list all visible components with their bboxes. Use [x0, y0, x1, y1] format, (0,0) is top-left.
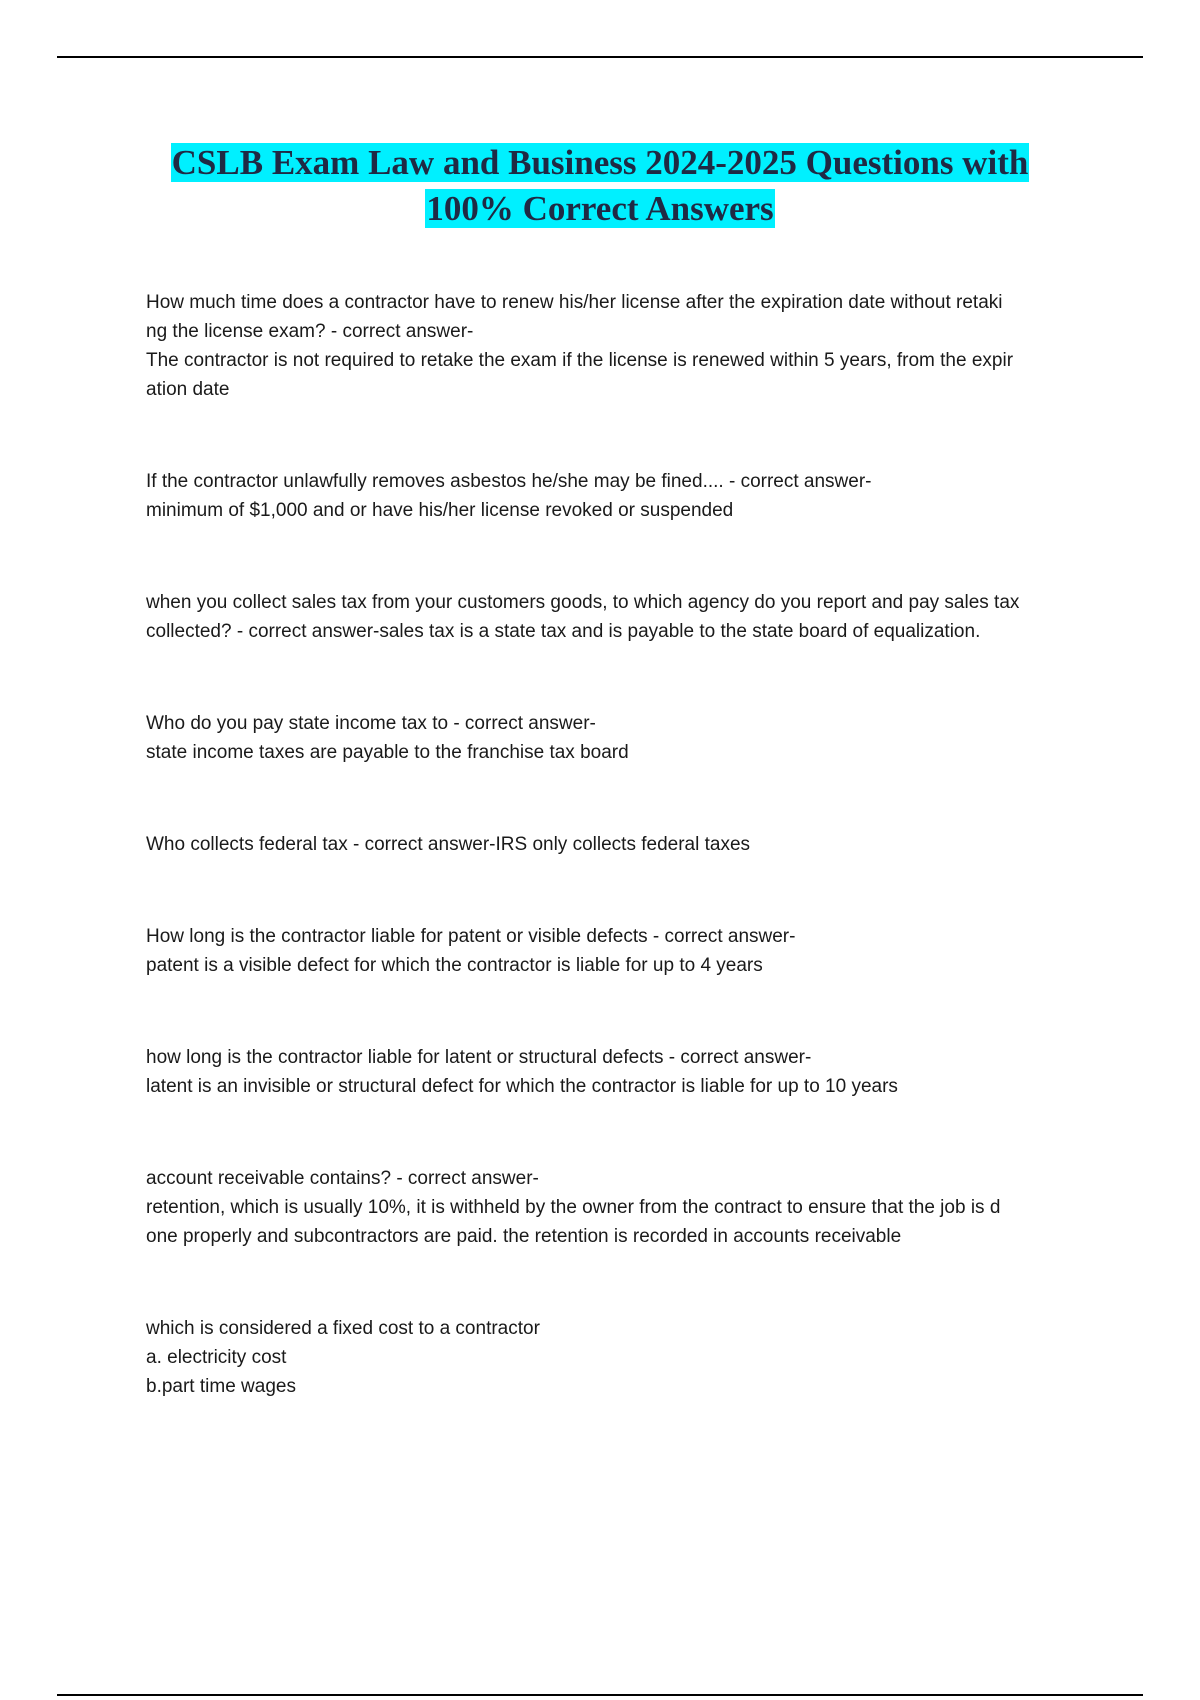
- top-rule: [57, 56, 1143, 58]
- qa-line: How long is the contractor liable for patent or visible defects - correct answer-: [146, 926, 796, 947]
- qa-item-6: [146, 922, 1092, 980]
- qa-item-4: [146, 709, 1092, 767]
- qa-line: one properly and subcontractors are paid. the retention is recorded in accounts receivable: [146, 1226, 902, 1247]
- qa-line: latent is an invisible or structural defect for which the contractor is liable for up to 10 years: [146, 1076, 898, 1097]
- qa-item-5: [146, 830, 1092, 859]
- qa-line: ation date: [146, 379, 230, 400]
- qa-line: Who collects federal tax - correct answer-IRS only collects federal taxes: [146, 834, 751, 855]
- title-line-2: 100% Correct Answers: [426, 189, 774, 228]
- qa-item-2: [146, 467, 1092, 525]
- qa-line: ng the license exam? - correct answer-: [146, 321, 474, 342]
- qa-line: how long is the contractor liable for latent or structural defects - correct answer-: [146, 1047, 812, 1068]
- qa-list: [146, 288, 1092, 1401]
- qa-item-1: [146, 288, 1092, 404]
- qa-line: If the contractor unlawfully removes asbestos he/she may be fined.... - correct answer-: [146, 471, 872, 492]
- document-title: [0, 140, 1200, 232]
- qa-line: patent is a visible defect for which the contractor is liable for up to 4 years: [146, 955, 763, 976]
- title-line-1: CSLB Exam Law and Business 2024-2025 Questions with: [171, 143, 1029, 182]
- qa-line: How much time does a contractor have to renew his/her license after the expiration date without retaki: [146, 292, 1003, 313]
- qa-item-9: [146, 1314, 1092, 1401]
- qa-line: Who do you pay state income tax to - correct answer-: [146, 713, 596, 734]
- qa-line: retention, which is usually 10%, it is withheld by the owner from the contract to ensure that the job is d: [146, 1197, 1001, 1218]
- qa-item-7: [146, 1043, 1092, 1101]
- qa-item-3: [146, 588, 1092, 646]
- qa-line: when you collect sales tax from your customers goods, to which agency do you report and pay sales tax: [146, 592, 1020, 613]
- option-a: a. electricity cost: [146, 1347, 287, 1368]
- qa-line: The contractor is not required to retake the exam if the license is renewed within 5 years, from the expir: [146, 350, 1014, 371]
- qa-line: account receivable contains? - correct answer-: [146, 1168, 539, 1189]
- option-b: b.part time wages: [146, 1376, 296, 1397]
- qa-line: collected? - correct answer-sales tax is a state tax and is payable to the state board of equalization.: [146, 621, 981, 642]
- qa-item-8: [146, 1164, 1092, 1251]
- qa-line: state income taxes are payable to the franchise tax board: [146, 742, 629, 763]
- last-question: which is considered a fixed cost to a contractor: [146, 1318, 540, 1339]
- qa-line: minimum of $1,000 and or have his/her license revoked or suspended: [146, 500, 734, 521]
- bottom-rule: [57, 1694, 1143, 1696]
